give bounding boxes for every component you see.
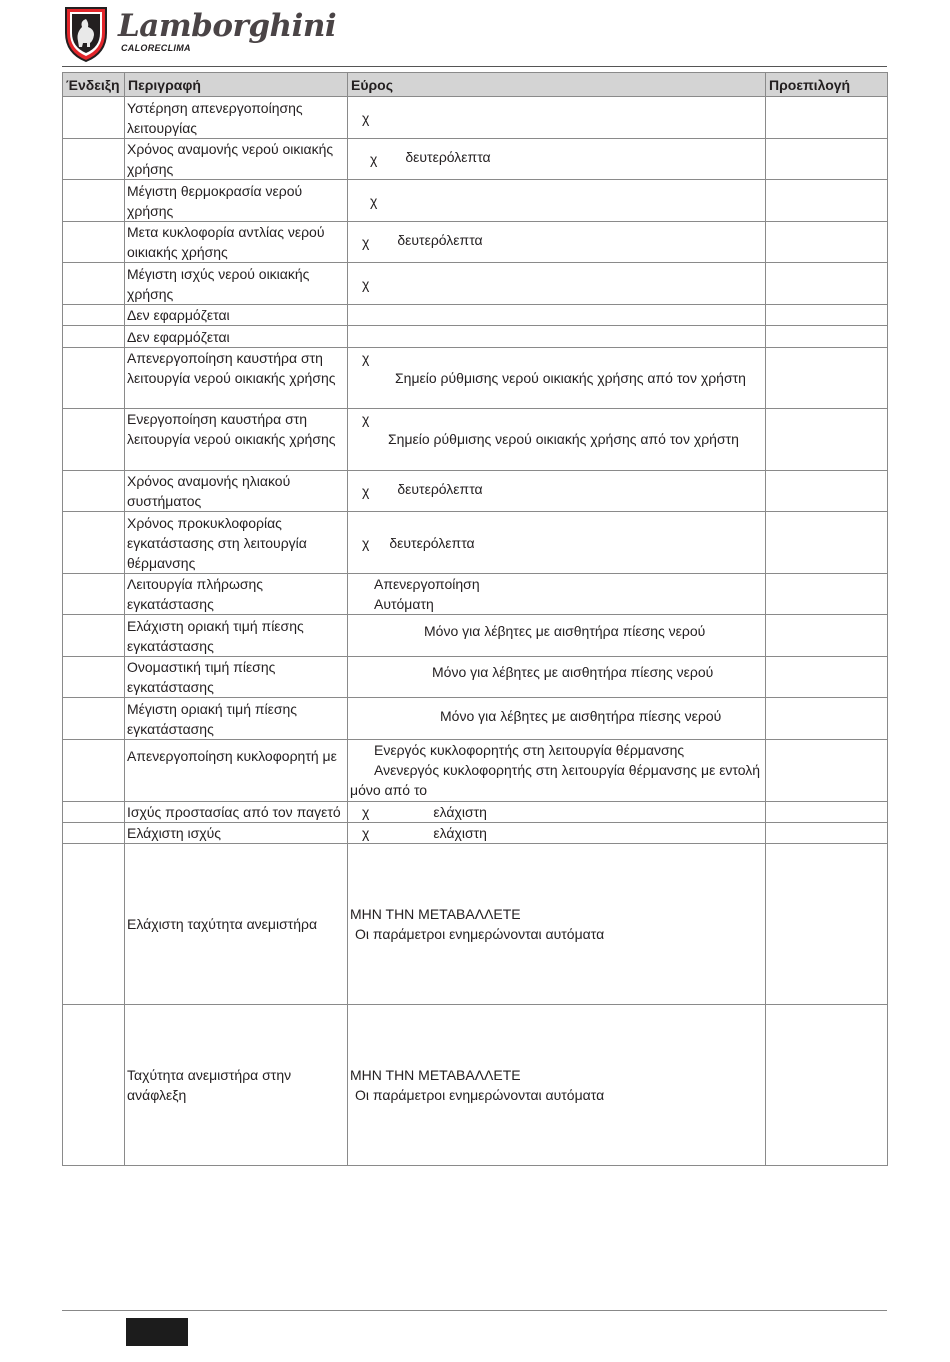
default-cell xyxy=(766,326,888,348)
description-cell: Απενεργοποίηση καυστήρα στη λειτουργία νερού οικιακής χρήσης xyxy=(125,348,348,409)
table-row xyxy=(63,698,888,740)
description-cell: Υστέρηση απενεργοποίησης λειτουργίας xyxy=(125,97,348,139)
indication-cell xyxy=(63,740,125,802)
description-cell: Απενεργοποίηση κυκλοφορητή με xyxy=(125,740,348,802)
table-row xyxy=(63,740,888,802)
description-cell: Μέγιστη θερμοκρασία νερού χρήσης xyxy=(125,180,348,222)
default-cell xyxy=(766,180,888,222)
range-x: χ xyxy=(370,192,378,209)
description-cell: Ονομαστική τιμή πίεσης εγκατάστασης xyxy=(125,657,348,698)
range-note: Οι παράμετροι ενημερώνονται αυτόματα xyxy=(355,926,605,942)
description-cell: Ενεργοποίηση καυστήρα στη λειτουργία νερού οικιακής χρήσης xyxy=(125,409,348,471)
range-option: Απενεργοποίηση xyxy=(374,576,480,592)
table-row xyxy=(63,348,888,409)
indication-cell xyxy=(63,471,125,512)
indication-cell xyxy=(63,180,125,222)
indication-cell xyxy=(63,305,125,326)
default-cell xyxy=(766,512,888,574)
indication-cell xyxy=(63,97,125,139)
default-cell xyxy=(766,657,888,698)
description-cell: Μέγιστη οριακή τιμή πίεσης εγκατάστασης xyxy=(125,698,348,740)
range-cell xyxy=(348,615,766,657)
footer-divider xyxy=(62,1310,887,1311)
table-row xyxy=(63,263,888,305)
range-warning: ΜΗΝ ΤΗΝ ΜΕΤΑΒΑΛΛΕΤΕ xyxy=(350,1067,521,1083)
default-cell xyxy=(766,409,888,471)
table-row xyxy=(63,615,888,657)
default-cell xyxy=(766,222,888,263)
description-cell: Μέγιστη ισχύς νερού οικιακής χρήσης xyxy=(125,263,348,305)
table-row xyxy=(63,139,888,180)
range-x: χ xyxy=(362,234,370,250)
indication-cell xyxy=(63,348,125,409)
range-cell xyxy=(348,844,766,1005)
range-cell xyxy=(348,512,766,574)
range-option: Ανενεργός κυκλοφορητής στη λειτουργία θέρμανσης με εντολή xyxy=(374,762,761,778)
range-cell xyxy=(348,698,766,740)
range-x: χ xyxy=(362,411,370,427)
table-row xyxy=(63,844,888,1005)
default-cell xyxy=(766,139,888,180)
lamborghini-crest-logo xyxy=(62,5,110,63)
range-note: Οι παράμετροι ενημερώνονται αυτόματα xyxy=(355,1087,605,1103)
range-option: Αυτόματη xyxy=(374,596,434,612)
range-cell xyxy=(348,326,766,348)
range-cell xyxy=(348,823,766,844)
default-cell xyxy=(766,1005,888,1166)
table-header-row xyxy=(63,73,888,97)
indication-cell xyxy=(63,222,125,263)
range-cell xyxy=(348,409,766,471)
description-cell: Ταχύτητα ανεμιστήρα στην ανάφλεξη xyxy=(125,1005,348,1166)
table-row xyxy=(63,471,888,512)
range-option: Ενεργός κυκλοφορητής στη λειτουργία θέρμανσης xyxy=(374,742,685,758)
default-cell xyxy=(766,305,888,326)
range-x: χ xyxy=(362,350,370,366)
table-row xyxy=(63,305,888,326)
range-text: Σημείο ρύθμισης νερού οικιακής χρήσης από τον χρήστη xyxy=(395,370,746,386)
range-x: χ xyxy=(362,483,370,499)
range-cell xyxy=(348,574,766,615)
range-x: χ xyxy=(362,534,370,551)
table-row xyxy=(63,222,888,263)
range-cell xyxy=(348,263,766,305)
range-text: ελάχιστη xyxy=(433,804,487,820)
indication-cell xyxy=(63,512,125,574)
range-cell xyxy=(348,657,766,698)
range-x: χ xyxy=(362,825,370,841)
table-row xyxy=(63,1005,888,1166)
column-header-indication: Ένδειξη xyxy=(63,73,125,97)
indication-cell xyxy=(63,263,125,305)
column-header-description: Περιγραφή xyxy=(125,73,348,97)
range-text: δευτερόλεπτα xyxy=(389,534,475,551)
range-cell xyxy=(348,348,766,409)
table-row xyxy=(63,180,888,222)
default-cell xyxy=(766,615,888,657)
table-row xyxy=(63,823,888,844)
range-text: δευτερόλεπτα xyxy=(397,481,483,497)
range-cell xyxy=(348,1005,766,1166)
indication-cell xyxy=(63,1005,125,1166)
default-cell xyxy=(766,802,888,823)
table-row xyxy=(63,657,888,698)
range-text: Σημείο ρύθμισης νερού οικιακής χρήσης από τον χρήστη xyxy=(388,431,739,447)
table-row xyxy=(63,326,888,348)
default-cell xyxy=(766,574,888,615)
range-text: δευτερόλεπτα xyxy=(405,149,491,165)
table-row xyxy=(63,512,888,574)
description-cell: Λειτουργία πλήρωσης εγκατάστασης xyxy=(125,574,348,615)
indication-cell xyxy=(63,823,125,844)
description-cell: Μετα κυκλοφορία αντλίας νερού οικιακής χρήσης xyxy=(125,222,348,263)
range-warning: ΜΗΝ ΤΗΝ ΜΕΤΑΒΑΛΛΕΤΕ xyxy=(350,906,521,922)
indication-cell xyxy=(63,409,125,471)
description-cell: Ισχύς προστασίας από τον παγετό xyxy=(125,802,348,823)
indication-cell xyxy=(63,698,125,740)
default-cell xyxy=(766,740,888,802)
range-x: χ xyxy=(362,275,370,292)
description-cell: Χρόνος προκυκλοφορίας εγκατάστασης στη λειτουργία θέρμανσης xyxy=(125,512,348,574)
table-row xyxy=(63,574,888,615)
description-cell: Δεν εφαρμόζεται xyxy=(125,305,348,326)
description-cell: Χρόνος αναμονής νερού οικιακής χρήσης xyxy=(125,139,348,180)
default-cell xyxy=(766,823,888,844)
parameter-table xyxy=(62,72,888,1166)
range-text: Μόνο για λέβητες με αισθητήρα πίεσης νερού xyxy=(424,622,706,639)
range-x: χ xyxy=(362,109,370,126)
indication-cell xyxy=(63,574,125,615)
default-cell xyxy=(766,263,888,305)
header-divider xyxy=(62,66,887,67)
column-header-range: Εύρος xyxy=(348,73,766,97)
default-cell xyxy=(766,97,888,139)
description-cell: Ελάχιστη ισχύς xyxy=(125,823,348,844)
range-cell xyxy=(348,471,766,512)
description-cell: Ελάχιστη ταχύτητα ανεμιστήρα xyxy=(125,844,348,1005)
range-text: δευτερόλεπτα xyxy=(397,232,483,248)
indication-cell xyxy=(63,139,125,180)
indication-cell xyxy=(63,657,125,698)
page-number-box xyxy=(126,1318,188,1346)
description-cell: Δεν εφαρμόζεται xyxy=(125,326,348,348)
default-cell xyxy=(766,698,888,740)
range-cell xyxy=(348,139,766,180)
range-x: χ xyxy=(370,151,378,167)
default-cell xyxy=(766,471,888,512)
range-cell xyxy=(348,740,766,802)
table-row xyxy=(63,409,888,471)
range-text: ελάχιστη xyxy=(433,825,487,841)
description-cell: Ελάχιστη οριακή τιμή πίεσης εγκατάστασης xyxy=(125,615,348,657)
indication-cell xyxy=(63,615,125,657)
range-cell xyxy=(348,305,766,326)
range-text: Μόνο για λέβητες με αισθητήρα πίεσης νερού xyxy=(432,664,714,680)
brand-logo-subtitle: CALORECLIMA xyxy=(121,43,191,53)
table-row xyxy=(63,97,888,139)
table-row xyxy=(63,802,888,823)
range-cell xyxy=(348,180,766,222)
range-option: μόνο από το xyxy=(350,782,428,798)
default-cell xyxy=(766,844,888,1005)
range-x: χ xyxy=(362,804,370,820)
range-cell xyxy=(348,802,766,823)
default-cell xyxy=(766,348,888,409)
indication-cell xyxy=(63,802,125,823)
range-cell xyxy=(348,97,766,139)
indication-cell xyxy=(63,326,125,348)
range-text: Μόνο για λέβητες με αισθητήρα πίεσης νερού xyxy=(440,707,722,724)
range-cell xyxy=(348,222,766,263)
column-header-default: Προεπιλογή xyxy=(766,73,888,97)
brand-logo-text: Lamborghini xyxy=(118,8,337,44)
description-cell: Χρόνος αναμονής ηλιακού συστήματος xyxy=(125,471,348,512)
indication-cell xyxy=(63,844,125,1005)
